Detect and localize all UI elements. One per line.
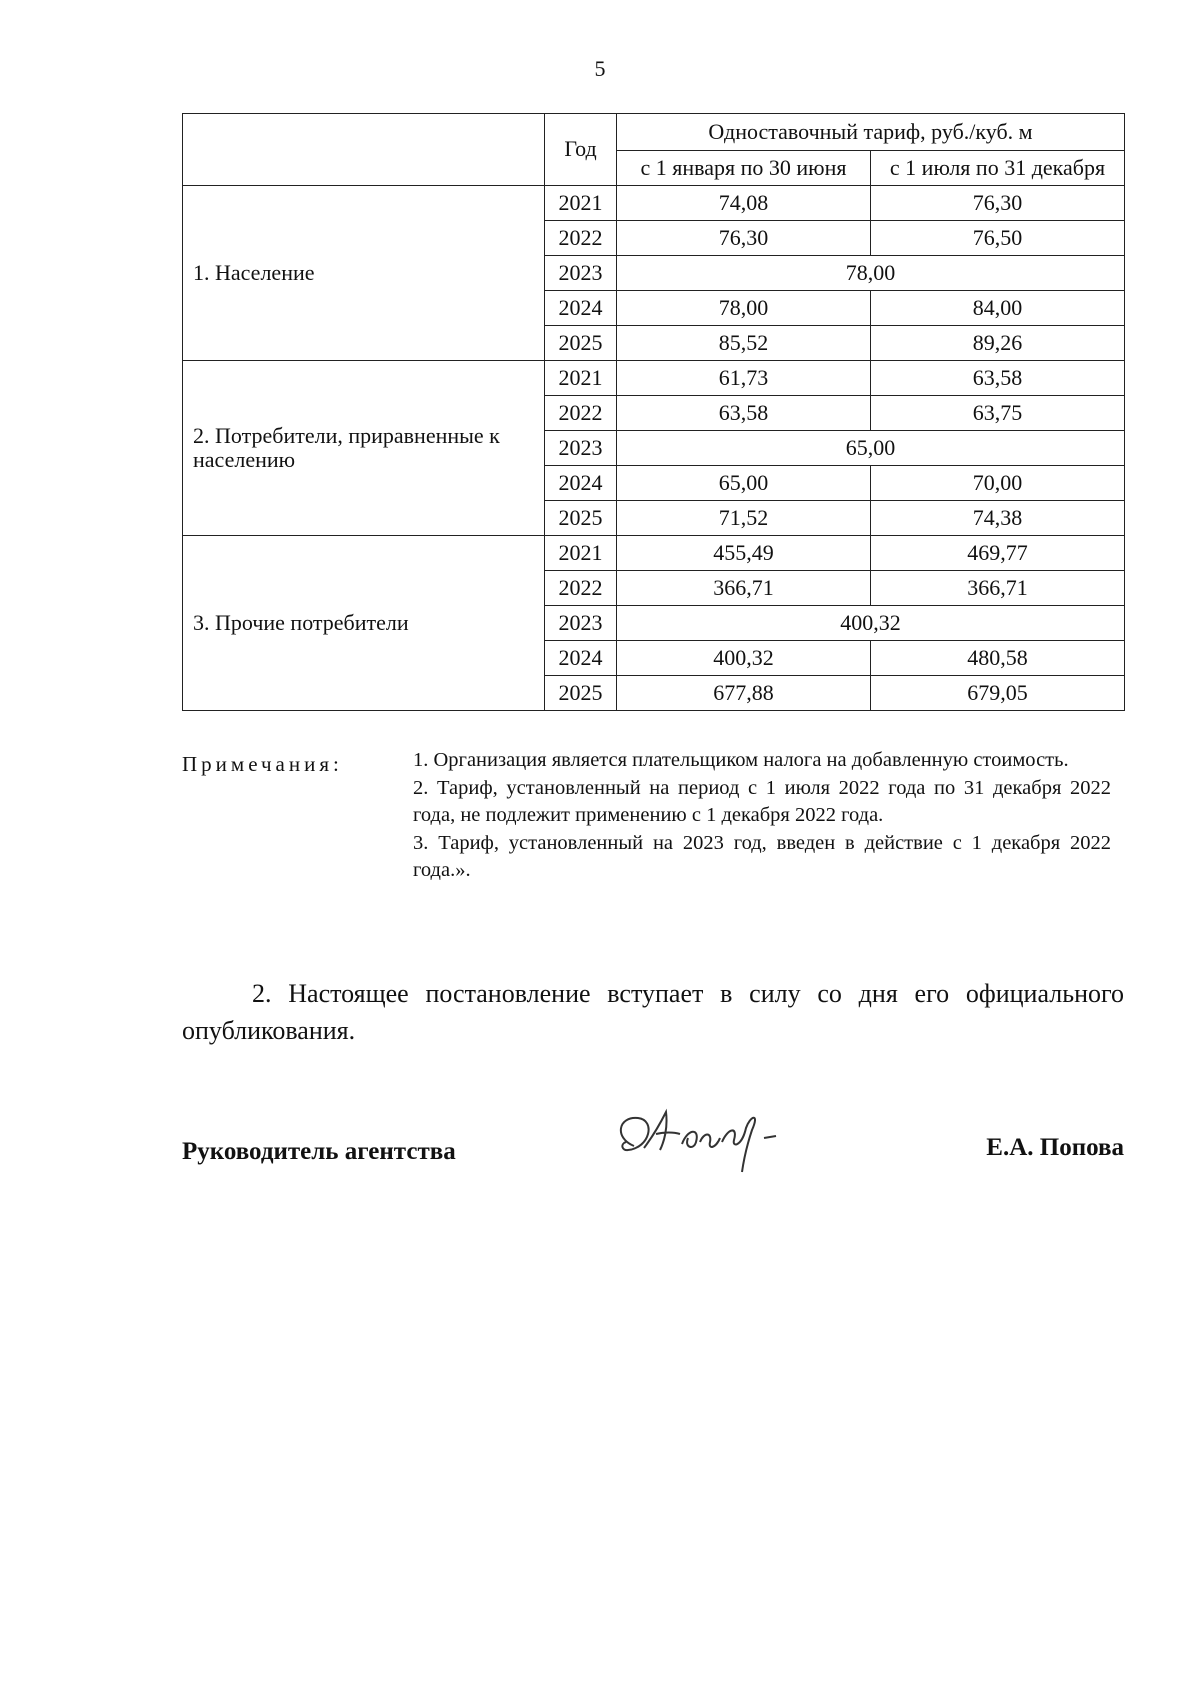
tariff-cell-period-1: 78,00 bbox=[617, 291, 871, 326]
year-cell: 2022 bbox=[545, 396, 617, 431]
year-cell: 2024 bbox=[545, 466, 617, 501]
header-tariff: Одноставочный тариф, руб./куб. м bbox=[617, 114, 1125, 151]
tariff-cell-period-2: 70,00 bbox=[871, 466, 1125, 501]
tariff-cell-full-year: 65,00 bbox=[617, 431, 1125, 466]
tariff-cell-period-1: 61,73 bbox=[617, 361, 871, 396]
year-cell: 2024 bbox=[545, 291, 617, 326]
category-cell: 1. Население bbox=[183, 186, 545, 361]
year-cell: 2023 bbox=[545, 431, 617, 466]
year-cell: 2025 bbox=[545, 676, 617, 711]
header-year: Год bbox=[545, 114, 617, 186]
year-cell: 2025 bbox=[545, 501, 617, 536]
note-item: 3. Тариф, установленный на 2023 год, введен в действие с 1 декабря 2022 года.». bbox=[413, 831, 1111, 881]
year-cell: 2024 bbox=[545, 641, 617, 676]
signatory-name: Е.А. Попова bbox=[986, 1134, 1124, 1161]
year-cell: 2023 bbox=[545, 606, 617, 641]
handwritten-signature bbox=[604, 1098, 804, 1178]
note-item: 1. Организация является плательщиком налога на добавленную стоимость. bbox=[413, 749, 1069, 771]
tariff-cell-period-2: 679,05 bbox=[871, 676, 1125, 711]
signatory-title: Руководитель агентства bbox=[182, 1138, 456, 1165]
tariff-cell-period-1: 76,30 bbox=[617, 221, 871, 256]
year-cell: 2021 bbox=[545, 361, 617, 396]
tariff-table bbox=[182, 113, 1125, 711]
page-number: 5 bbox=[594, 56, 606, 81]
table-row bbox=[183, 361, 1125, 396]
year-cell: 2022 bbox=[545, 571, 617, 606]
tariff-cell-period-2: 366,71 bbox=[871, 571, 1125, 606]
tariff-cell-period-2: 480,58 bbox=[871, 641, 1125, 676]
tariff-cell-period-2: 63,58 bbox=[871, 361, 1125, 396]
tariff-cell-full-year: 78,00 bbox=[617, 256, 1125, 291]
tariff-cell-full-year: 400,32 bbox=[617, 606, 1125, 641]
year-cell: 2023 bbox=[545, 256, 617, 291]
year-cell: 2022 bbox=[545, 221, 617, 256]
notes-label: Примечания: bbox=[182, 752, 343, 776]
tariff-cell-period-1: 677,88 bbox=[617, 676, 871, 711]
tariff-cell-period-2: 74,38 bbox=[871, 501, 1125, 536]
year-cell: 2025 bbox=[545, 326, 617, 361]
tariff-cell-period-1: 400,32 bbox=[617, 641, 871, 676]
tariff-cell-period-1: 63,58 bbox=[617, 396, 871, 431]
effective-date-paragraph: 2. Настоящее постановление вступает в силу со дня его официального опубликования. bbox=[182, 979, 1124, 1045]
tariff-cell-period-1: 65,00 bbox=[617, 466, 871, 501]
tariff-cell-period-2: 76,30 bbox=[871, 186, 1125, 221]
category-cell: 2. Потребители, приравненные к населению bbox=[183, 361, 545, 536]
tariff-cell-period-2: 63,75 bbox=[871, 396, 1125, 431]
tariff-cell-period-1: 366,71 bbox=[617, 571, 871, 606]
tariff-cell-period-2: 469,77 bbox=[871, 536, 1125, 571]
category-cell: 3. Прочие потребители bbox=[183, 536, 545, 711]
header-period-1: с 1 января по 30 июня bbox=[617, 151, 871, 186]
tariff-cell-period-2: 89,26 bbox=[871, 326, 1125, 361]
header-category-blank bbox=[183, 114, 545, 186]
tariff-cell-period-1: 455,49 bbox=[617, 536, 871, 571]
tariff-cell-period-2: 84,00 bbox=[871, 291, 1125, 326]
header-period-2: с 1 июля по 31 декабря bbox=[871, 151, 1125, 186]
tariff-cell-period-1: 74,08 bbox=[617, 186, 871, 221]
notes-list bbox=[413, 747, 1111, 885]
note-item: 2. Тариф, установленный на период с 1 июля 2022 года по 31 декабря 2022 года, не подлежит применению с 1 декабря 2022 года. bbox=[413, 776, 1111, 826]
tariff-cell-period-1: 85,52 bbox=[617, 326, 871, 361]
tariff-cell-period-1: 71,52 bbox=[617, 501, 871, 536]
year-cell: 2021 bbox=[545, 186, 617, 221]
year-cell: 2021 bbox=[545, 536, 617, 571]
table-row bbox=[183, 186, 1125, 221]
table-row bbox=[183, 536, 1125, 571]
tariff-cell-period-2: 76,50 bbox=[871, 221, 1125, 256]
